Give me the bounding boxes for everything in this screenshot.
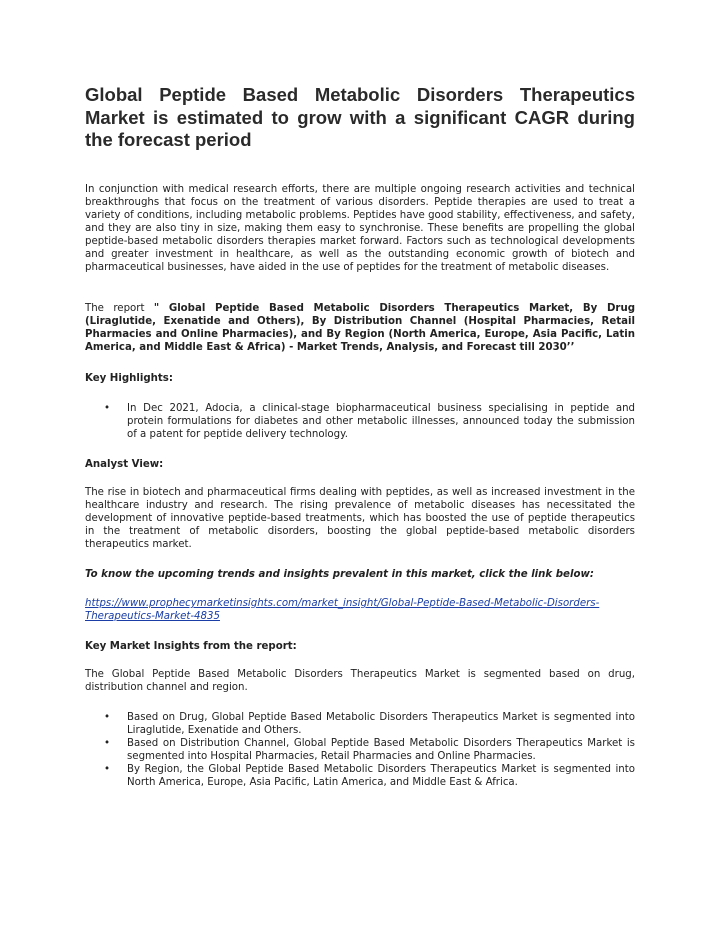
report-paragraph [85, 302, 635, 354]
page-title: Global Peptide Based Metabolic Disorders Therapeutics Market is estimated to grow with a significant CAGR during the forecast period [85, 84, 635, 150]
bullet-icon: • [104, 403, 111, 414]
list-item-text: In Dec 2021, Adocia, a clinical-stage biopharmaceutical business specialising in peptide and protein formulations for diabetes and other metabolic illnesses, announced today the submission of a patent for peptide delivery technology. [127, 403, 635, 440]
list-item [85, 737, 635, 763]
report-prefix: The report [85, 303, 154, 314]
link-paragraph [85, 597, 635, 623]
key-insights-intro [85, 668, 635, 694]
key-insights-list [85, 711, 635, 789]
key-insights-heading: Key Market Insights from the report: [85, 641, 297, 652]
key-highlights-list [85, 402, 635, 441]
bullet-icon: • [104, 712, 111, 723]
bullet-icon: • [104, 764, 111, 775]
cta-text: To know the upcoming trends and insights prevalent in this market, click the link below: [85, 569, 594, 580]
list-item [85, 711, 635, 737]
analyst-view-paragraph [85, 486, 635, 551]
list-item-text: Based on Distribution Channel, Global Peptide Based Metabolic Disorders Therapeutics Market is segmented into Hospital Pharmacies, Retail Pharmacies and Online Pharmacies. [127, 738, 635, 762]
list-item [85, 763, 635, 789]
key-highlights-heading: Key Highlights: [85, 373, 173, 384]
list-item [85, 402, 635, 441]
report-title: " Global Peptide Based Metabolic Disorders Therapeutics Market, By Drug (Liraglutide, Exenatide and Others), By Distribution Channel (Hospital Pharmacies, Retail Pharmacies and Online Pharmacies), and By Region (North America, Europe, Asia Pacific, Latin America, and Middle East & Africa) - Market Trends, Analysis, and Forecast till 2030’’ [85, 303, 635, 353]
key-insights-intro-text: The Global Peptide Based Metabolic Disorders Therapeutics Market is segmented based on drug, distribution channel and region. [85, 669, 635, 693]
intro-paragraph [85, 183, 635, 274]
list-item-text: Based on Drug, Global Peptide Based Metabolic Disorders Therapeutics Market is segmented into Liraglutide, Exenatide and Others. [127, 712, 635, 736]
analyst-view-text: The rise in biotech and pharmaceutical firms dealing with peptides, as well as increased investment in the healthcare industry and research. The rising prevalence of metabolic diseases has necessitated the development of innovative peptide-based treatments, which has boosted the use of peptide therapeutics in the treatment of metabolic disorders, boosting the global peptide-based metabolic disorders therapeutics market. [85, 487, 635, 550]
report-link[interactable]: https://www.prophecymarketinsights.com/market_insight/Global-Peptide-Based-Metabolic-Disorders-Therapeutics-Market-4835 [85, 598, 600, 622]
bullet-icon: • [104, 738, 111, 749]
intro-text: In conjunction with medical research efforts, there are multiple ongoing research activities and technical breakthroughs that focus on the treatment of various disorders. Peptide therapies are used to treat a variety of conditions, including metabolic problems. Peptides have good stability, effectiveness, and safety, and they are also tiny in size, making them easy to synchronise. These benefits are propelling the global peptide-based metabolic disorders therapies market forward. Factors such as technological developments and greater investment in healthcare, as well as the outstanding economic growth of biotech and pharmaceutical businesses, have aided in the use of peptides for the treatment of metabolic diseases. [85, 184, 635, 273]
analyst-view-heading: Analyst View: [85, 459, 164, 470]
list-item-text: By Region, the Global Peptide Based Metabolic Disorders Therapeutics Market is segmented into North America, Europe, Asia Pacific, Latin America, and Middle East & Africa. [127, 764, 635, 788]
report-text [85, 302, 635, 354]
